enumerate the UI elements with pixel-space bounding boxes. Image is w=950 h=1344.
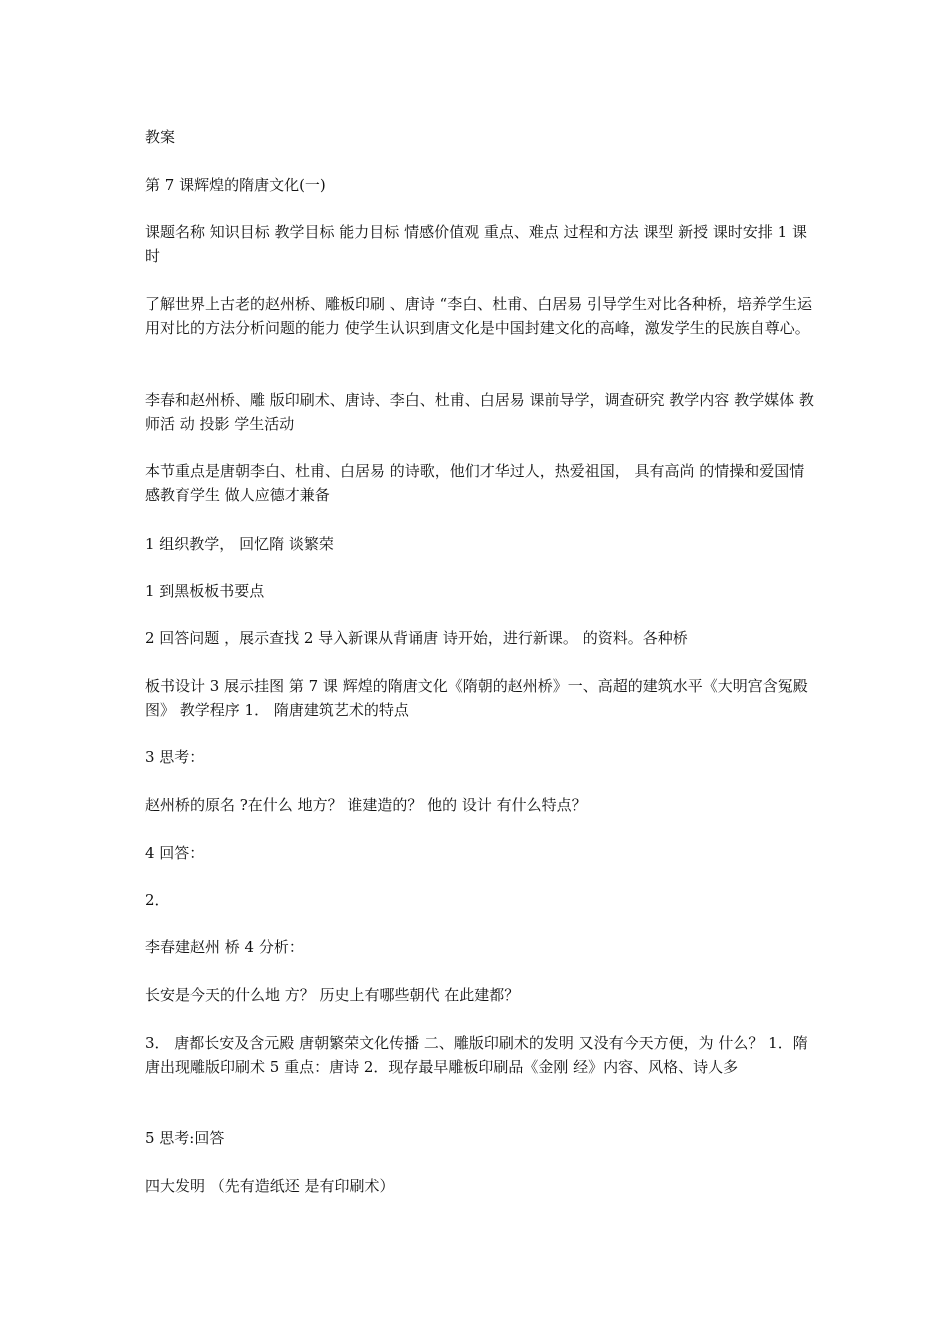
paragraph-inventions: 四大发明 （先有造纸还 是有印刷术） xyxy=(145,1177,395,1195)
paragraph-board-design: 板书设计 3 展示挂图 第 7 课 辉煌的隋唐文化《隋朝的赵州桥》一、高超的建筑水平《大明宫含冤殿图》 教学程序 1． 隋唐建筑艺术的特点 xyxy=(145,677,808,719)
paragraph-question: 赵州桥的原名 ?在什么 地方？ 谁建造的？ 他的 设计 有什么特点？ xyxy=(145,796,587,814)
paragraph-item-2: 2． xyxy=(145,891,170,909)
paragraph-step-2: 2 回答问题 ，展示查找 2 导入新课从背诵唐 诗开始，进行新课。 的资料。各种桥 xyxy=(145,629,688,647)
paragraph-course-info: 课题名称 知识目标 教学目标 能力目标 情感价值观 重点、难点 过程和方法 课型 新授 课时安排 1 课时 xyxy=(145,223,807,265)
paragraph-answer-4: 4 回答： xyxy=(145,844,205,862)
paragraph-key-points: 本节重点是唐朝李白、杜甫、白居易 的诗歌，他们才华过人，热爱祖国， 具有高尚 的情操和爱国情感教育学生 做人应德才兼备 xyxy=(145,462,805,504)
doc-title: 教案 xyxy=(145,128,176,146)
paragraph-content: 李春和赵州桥、雕 版印刷术、唐诗、李白、杜甫、白居易 课前导学，调查研究 教学内容 教学媒体 教师活 动 投影 学生活动 xyxy=(145,391,814,433)
paragraph-step-1: 1 组织教学， 回忆隋 谈繁荣 xyxy=(145,535,334,553)
paragraph-objectives: 了解世界上古老的赵州桥、雕板印刷 、唐诗 “李白、杜甫、白居易 引导学生对比各种桥，培养学生运用对比的方法分析问题的能力 使学生认识到唐文化是中国封建文化的高峰，激发学生的民族自尊心。 xyxy=(145,295,812,337)
paragraph-think-5: 5 思考:回答 xyxy=(145,1129,225,1147)
lesson-heading: 第 7 课辉煌的隋唐文化(一) xyxy=(145,176,326,194)
paragraph-step-1b: 1 到黑板板书要点 xyxy=(145,582,265,600)
paragraph-printing: 3． 唐都长安及含元殿 唐朝繁荣文化传播 二、雕版印刷术的发明 又没有今天方便，为 什么？ 1．隋唐出现雕版印刷术 5 重点：唐诗 2．现存最早雕板印刷品《金刚 经》内容、风格、诗人多 xyxy=(145,1034,808,1076)
paragraph-think-3: 3 思考： xyxy=(145,748,205,766)
paragraph-analysis: 李春建赵州 桥 4 分析： xyxy=(145,938,304,956)
paragraph-changan: 长安是今天的什么地 方？ 历史上有哪些朝代 在此建都？ xyxy=(145,986,520,1004)
